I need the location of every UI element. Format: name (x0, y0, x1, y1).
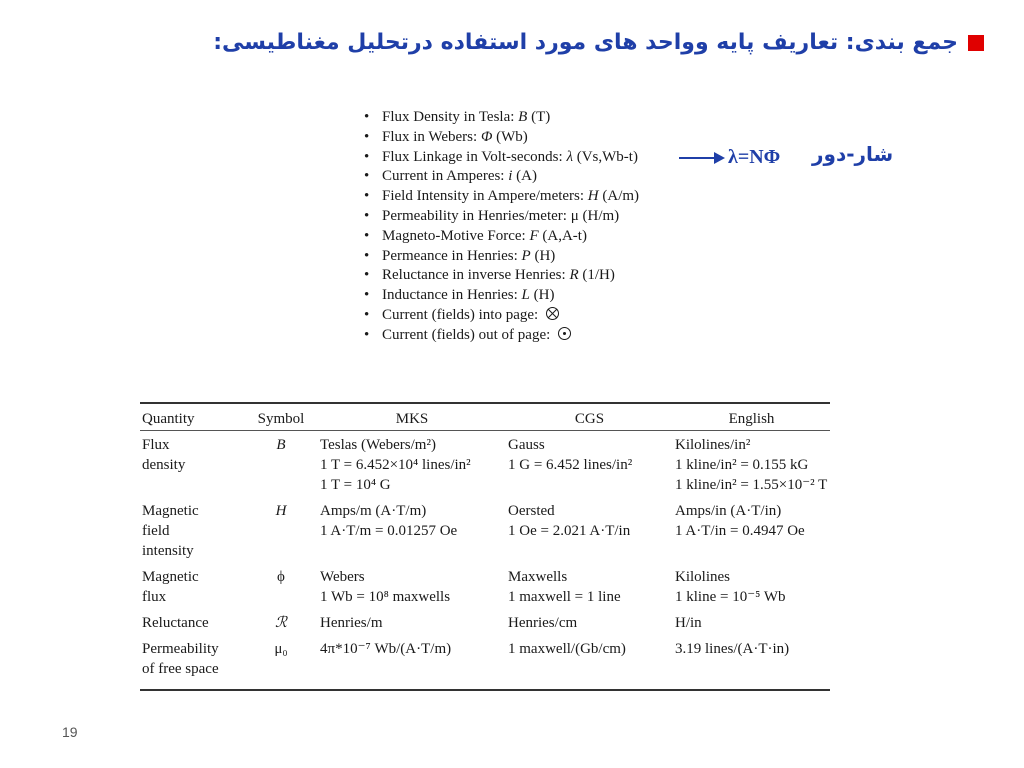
cell-english: Amps/in (A·T/in) 1 A·T/in = 0.4947 Oe (675, 503, 805, 539)
cell-quantity: Magnetic field intensity (142, 503, 199, 559)
table-row (140, 633, 830, 690)
cell-english: Kilolines 1 kline = 10⁻⁵ Wb (675, 569, 786, 605)
current-out-of-page-icon (558, 327, 571, 340)
column-header-cgs: CGS (574, 411, 605, 427)
cell-cgs: Henries/cm (508, 615, 578, 631)
cell-mks: Webers 1 Wb = 10⁸ maxwells (320, 569, 451, 605)
definition-item: • Magneto-Motive Force: F (A,A-t) (364, 227, 639, 247)
definition-item: • Current (fields) out of page: (364, 326, 639, 346)
slide-title-text: جمع بندی: تعاریف پایه وواحد های مورد استفاده درتحلیل مغناطیسی: (213, 30, 958, 55)
current-into-page-icon (546, 307, 559, 320)
cell-mks: Amps/m (A·T/m) 1 A·T/m = 0.01257 Oe (320, 503, 458, 539)
cell-mks: 4π*10⁻⁷ Wb/(A·T/m) (320, 641, 452, 657)
definition-item: • Current (fields) into page: (364, 306, 639, 326)
magnetic-units-table (140, 402, 830, 691)
flux-linkage-note: شار-دور (812, 142, 894, 166)
definition-item: • Field Intensity in Ampere/meters: H (A/m) (364, 187, 639, 207)
page-number: 19 (62, 724, 78, 740)
flux-linkage-annotation (678, 146, 780, 169)
cell-mks: Henries/m (320, 615, 383, 631)
cell-english: H/in (675, 615, 702, 631)
table-row (140, 495, 830, 561)
cell-english: 3.19 lines/(A·T·in) (675, 641, 790, 657)
cell-quantity: Permeability of free space (142, 641, 219, 677)
definitions-list (364, 108, 639, 346)
red-square-bullet-icon (968, 35, 984, 51)
definition-item: • Inductance in Henries: L (H) (364, 286, 639, 306)
definition-item: • Reluctance in inverse Henries: R (1/H) (364, 266, 639, 286)
table-row (140, 561, 830, 607)
column-header-quantity: Quantity (142, 411, 195, 427)
definition-item: • Flux Density in Tesla: B (T) (364, 108, 639, 128)
table-row (140, 431, 830, 496)
cell-cgs: 1 maxwell/(Gb/cm) (508, 641, 626, 657)
cell-symbol: ℛ (275, 615, 287, 631)
right-arrow-icon (678, 150, 726, 166)
column-header-symbol: Symbol (257, 411, 305, 427)
definition-item: • Current in Amperes: i (A) (364, 167, 639, 187)
flux-linkage-formula: λ=NΦ (728, 146, 781, 168)
cell-quantity: Magnetic flux (142, 569, 199, 605)
column-header-english: English (728, 411, 775, 427)
cell-cgs: Oersted 1 Oe = 2.021 A·T/in (508, 503, 631, 539)
cell-mks: Teslas (Webers/m²) 1 T = 6.452×10⁴ lines/in² 1 T = 10⁴ G (320, 437, 471, 493)
definition-item: • Flux in Webers: Φ (Wb) (364, 128, 639, 148)
slide-title (184, 30, 984, 55)
cell-symbol: ϕ (277, 569, 285, 585)
table-header-row (140, 403, 830, 431)
definition-item: • Permeability in Henries/meter: μ (H/m) (364, 207, 639, 227)
cell-quantity: Reluctance (142, 615, 209, 631)
cell-symbol: B (276, 437, 286, 453)
cell-symbol: μ₀ (274, 641, 288, 657)
cell-english: Kilolines/in² 1 kline/in² = 0.155 kG 1 kline/in² = 1.55×10⁻² T (675, 437, 828, 493)
table-row (140, 607, 830, 633)
column-header-mks: MKS (395, 411, 429, 427)
cell-cgs: Gauss 1 G = 6.452 lines/in² (508, 437, 633, 473)
definition-item: • Flux Linkage in Volt-seconds: λ (Vs,Wb-t) (364, 148, 639, 168)
cell-quantity: Flux density (142, 437, 186, 473)
definition-item: • Permeance in Henries: P (H) (364, 247, 639, 267)
cell-cgs: Maxwells 1 maxwell = 1 line (508, 569, 621, 605)
cell-symbol: H (275, 503, 287, 519)
